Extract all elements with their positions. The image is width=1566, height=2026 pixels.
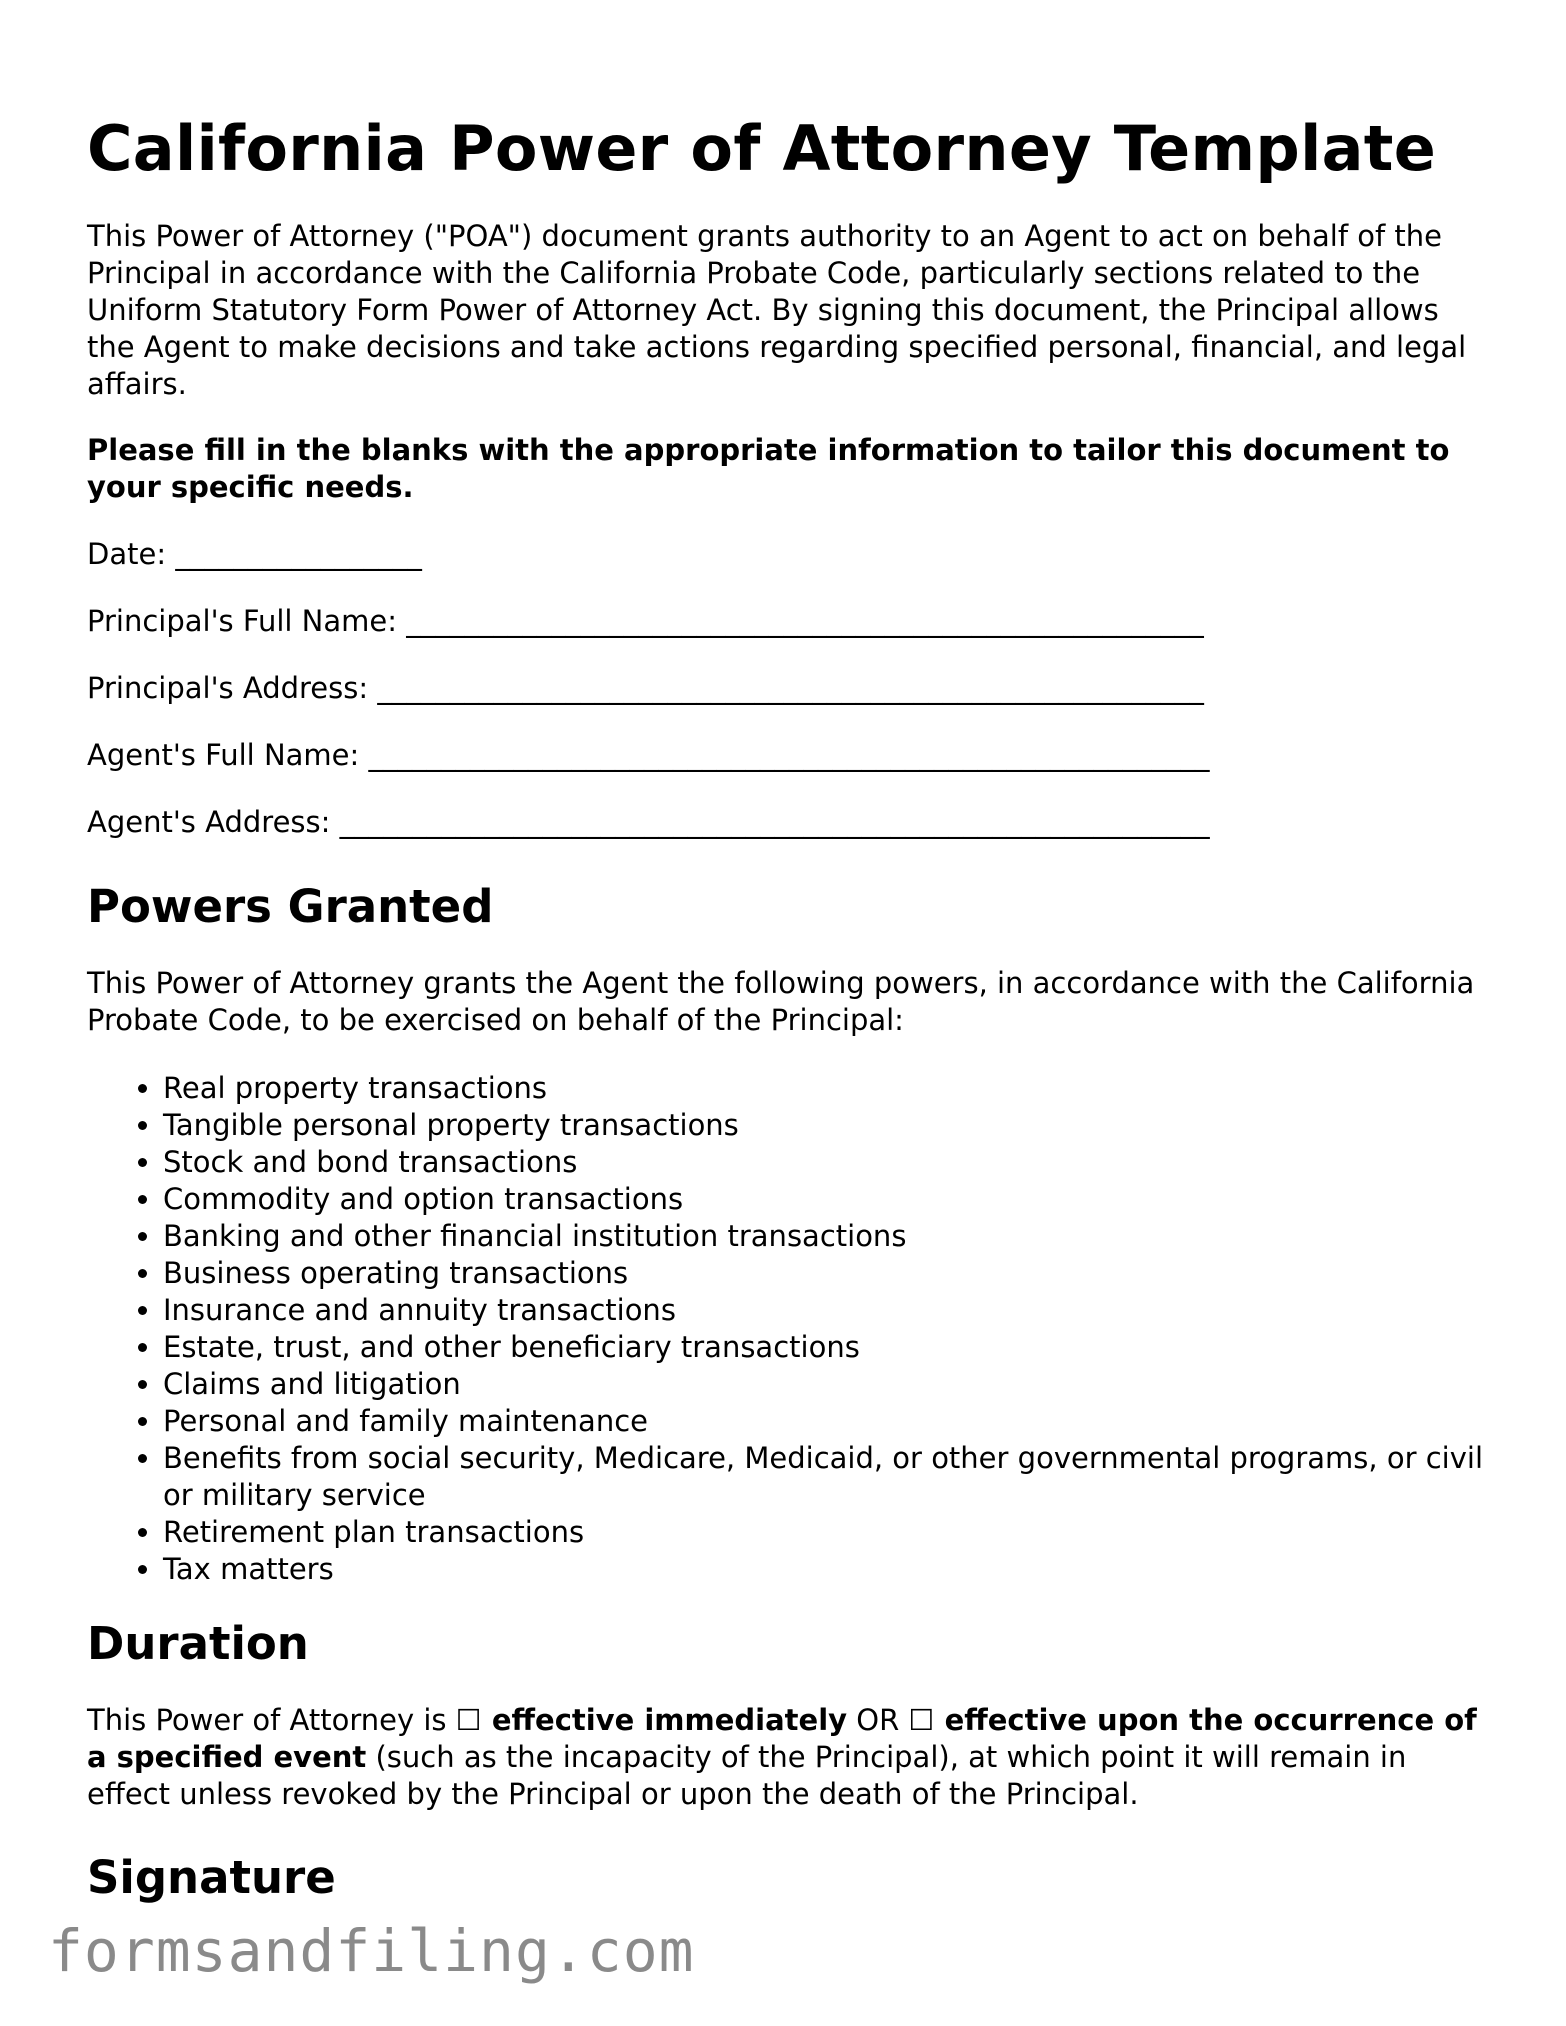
principal-address-label: Principal's Address: — [87, 671, 378, 705]
watermark-text: formsandfiling.com — [48, 1917, 695, 1985]
power-item: • Stock and bond transactions — [163, 1144, 1487, 1181]
signature-heading: Signature — [87, 1851, 336, 1904]
power-item: • Real property transactions — [163, 1070, 1487, 1107]
powers-list — [87, 1070, 1487, 1588]
principal-name-field — [87, 603, 1487, 640]
agent-address-field — [87, 804, 1487, 841]
agent-address-blank[interactable]: ____________________________________________________________ — [339, 805, 1210, 839]
power-item: • Insurance and annuity transactions — [163, 1292, 1487, 1329]
agent-name-blank[interactable]: __________________________________________________________ — [368, 738, 1210, 772]
duration-text-3: (such as the incapacity of the Principal), at which point it will remain in effect unless revoked by the Principal or upon the death of the Principal. — [87, 1740, 1407, 1811]
power-item: • Claims and litigation — [163, 1366, 1487, 1403]
event-option-label: effective upon the occurrence of a specified event — [87, 1703, 1477, 1774]
duration-paragraph — [87, 1702, 1487, 1813]
power-item: • Banking and other financial institution transactions — [163, 1218, 1487, 1255]
immediate-checkbox[interactable]: ☐ — [455, 1703, 482, 1737]
immediate-option-label: effective immediately — [481, 1703, 848, 1737]
power-item: • Commodity and option transactions — [163, 1181, 1487, 1218]
principal-name-label: Principal's Full Name: — [87, 604, 407, 638]
date-label: Date: — [87, 537, 176, 571]
document-title: California Power of Attorney Template — [87, 112, 1437, 185]
document-page — [87, 104, 1487, 1906]
power-item: • Personal and family maintenance — [163, 1403, 1487, 1440]
power-item: • Tax matters — [163, 1551, 1487, 1588]
powers-intro: This Power of Attorney grants the Agent the following powers, in accordance with the California Probate Code, to be exercised on behalf of the Principal: — [87, 966, 1475, 1037]
date-blank[interactable]: _________________ — [175, 537, 422, 571]
agent-name-label: Agent's Full Name: — [87, 738, 369, 772]
event-checkbox[interactable]: ☐ — [908, 1703, 935, 1737]
powers-heading: Powers Granted — [87, 880, 494, 933]
duration-text-1: This Power of Attorney is — [87, 1703, 456, 1737]
duration-text-2: OR — [847, 1703, 909, 1737]
principal-address-blank[interactable]: _________________________________________________________ — [377, 671, 1204, 705]
principal-name-blank[interactable]: _______________________________________________________ — [406, 604, 1204, 638]
fill-instruction: Please fill in the blanks with the appropriate information to tailor this document to your specific needs. — [87, 433, 1450, 504]
principal-address-field — [87, 670, 1487, 707]
duration-heading: Duration — [87, 1617, 309, 1670]
agent-address-label: Agent's Address: — [87, 805, 340, 839]
date-field — [87, 536, 1487, 573]
power-item: • Benefits from social security, Medicare, Medicaid, or other governmental programs, or civil or military service — [163, 1440, 1487, 1514]
agent-name-field — [87, 737, 1487, 774]
intro-paragraph: This Power of Attorney ("POA") document grants authority to an Agent to act on behalf of the Principal in accordance with the California Probate Code, particularly sections related to the Uniform Statutory Form Power of Attorney Act. By signing this document, the Principal allows the Agent to make decisions and take actions regarding specified personal, financial, and legal affairs. — [87, 219, 1467, 401]
power-item: • Estate, trust, and other beneficiary transactions — [163, 1329, 1487, 1366]
power-item: • Business operating transactions — [163, 1255, 1487, 1292]
power-item: • Retirement plan transactions — [163, 1514, 1487, 1551]
power-item: • Tangible personal property transactions — [163, 1107, 1487, 1144]
